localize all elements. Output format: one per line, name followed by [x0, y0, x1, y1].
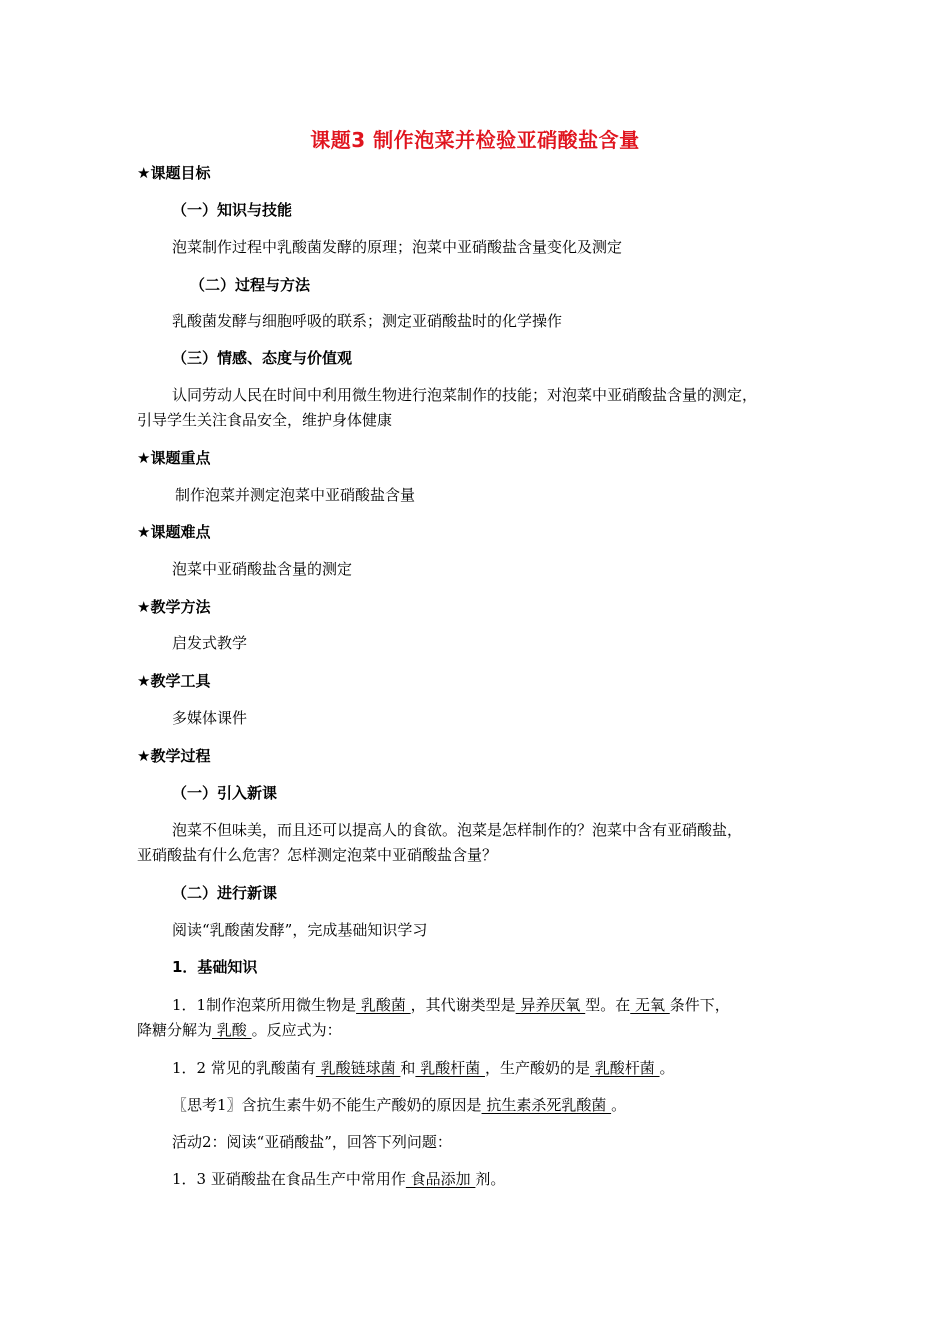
activity-2: 活动2：阅读“亚硝酸盐”，回答下列问题：	[172, 1133, 452, 1151]
process-heading: ★教学过程	[137, 747, 211, 765]
goal-1-heading: （一）知识与技能	[172, 201, 293, 219]
basic-heading: 1．基础知识	[172, 958, 258, 976]
tool-text: 多媒体课件	[172, 709, 248, 727]
key-heading: ★课题重点	[137, 449, 211, 467]
answer-blank: 抗生素杀死乳酸菌	[481, 1096, 612, 1114]
process-1-text-2: 亚硝酸盐有什么危害？怎样测定泡菜中亚硝酸盐含量？	[137, 846, 498, 864]
text-segment: 型。在	[585, 996, 631, 1014]
goal-1-text: 泡菜制作过程中乳酸菌发酵的原理；泡菜中亚硝酸盐含量变化及测定	[172, 238, 623, 256]
answer-blank: 食品添加	[405, 1170, 476, 1188]
text-segment: 。	[659, 1059, 675, 1077]
text-segment: 1．2 常见的乳酸菌有	[172, 1059, 316, 1077]
think-1	[172, 1094, 626, 1116]
key-text: 制作泡菜并测定泡菜中亚硝酸盐含量	[175, 486, 416, 504]
goal-2-text: 乳酸菌发酵与细胞呼吸的联系；测定亚硝酸盐时的化学操作	[172, 312, 563, 330]
question-1-2	[172, 1057, 675, 1079]
question-1-1-line-1	[172, 994, 730, 1016]
answer-blank: 乳酸链球菌	[315, 1059, 401, 1077]
question-1-1-line-2	[137, 1019, 342, 1041]
question-1-3	[172, 1168, 505, 1190]
answer-blank: 乳酸	[212, 1021, 252, 1039]
method-heading: ★教学方法	[137, 598, 211, 616]
text-segment: 降糖分解为	[137, 1021, 213, 1039]
text-segment: 1．3 亚硝酸盐在食品生产中常用作	[172, 1170, 406, 1188]
goal-heading: ★课题目标	[137, 164, 211, 182]
answer-blank: 异养厌氧	[515, 996, 586, 1014]
method-text: 启发式教学	[172, 634, 248, 652]
text-segment: 。	[611, 1096, 627, 1114]
answer-blank: 无氧	[630, 996, 670, 1014]
answer-blank: 乳酸菌	[356, 996, 411, 1014]
text-segment: 和	[400, 1059, 416, 1077]
text-segment: ，生产酸奶的是	[484, 1059, 590, 1077]
goal-2-heading: （二）过程与方法	[190, 276, 311, 294]
text-segment: ，其代谢类型是	[410, 996, 516, 1014]
text-segment: 。反应式为：	[251, 1021, 342, 1039]
goal-3-text-2: 引导学生关注食品安全，维护身体健康	[137, 411, 393, 429]
difficulty-text: 泡菜中亚硝酸盐含量的测定	[172, 560, 353, 578]
text-segment: 条件下，	[669, 996, 730, 1014]
text-segment: 〖思考1〗含抗生素牛奶不能生产酸奶的原因是	[172, 1096, 482, 1114]
process-1-text-1: 泡菜不但味美，而且还可以提高人的食欲。泡菜是怎样制作的？泡菜中含有亚硝酸盐，	[172, 821, 743, 839]
goal-3-heading: （三）情感、态度与价值观	[172, 349, 353, 367]
text-segment: 剂。	[475, 1170, 506, 1188]
goal-3-text-1: 认同劳动人民在时间中利用微生物进行泡菜制作的技能；对泡菜中亚硝酸盐含量的测定，	[172, 386, 758, 404]
process-1-heading: （一）引入新课	[172, 784, 278, 802]
difficulty-heading: ★课题难点	[137, 523, 211, 541]
tool-heading: ★教学工具	[137, 672, 211, 690]
page-title: 课题3 制作泡菜并检验亚硝酸盐含量	[310, 128, 640, 152]
process-2-text: 阅读“乳酸菌发酵”，完成基础知识学习	[172, 921, 428, 939]
text-segment: 1．1制作泡菜所用微生物是	[172, 996, 357, 1014]
process-2-heading: （二）进行新课	[172, 884, 278, 902]
answer-blank: 乳酸杆菌	[415, 1059, 485, 1077]
answer-blank: 乳酸杆菌	[589, 1059, 660, 1077]
